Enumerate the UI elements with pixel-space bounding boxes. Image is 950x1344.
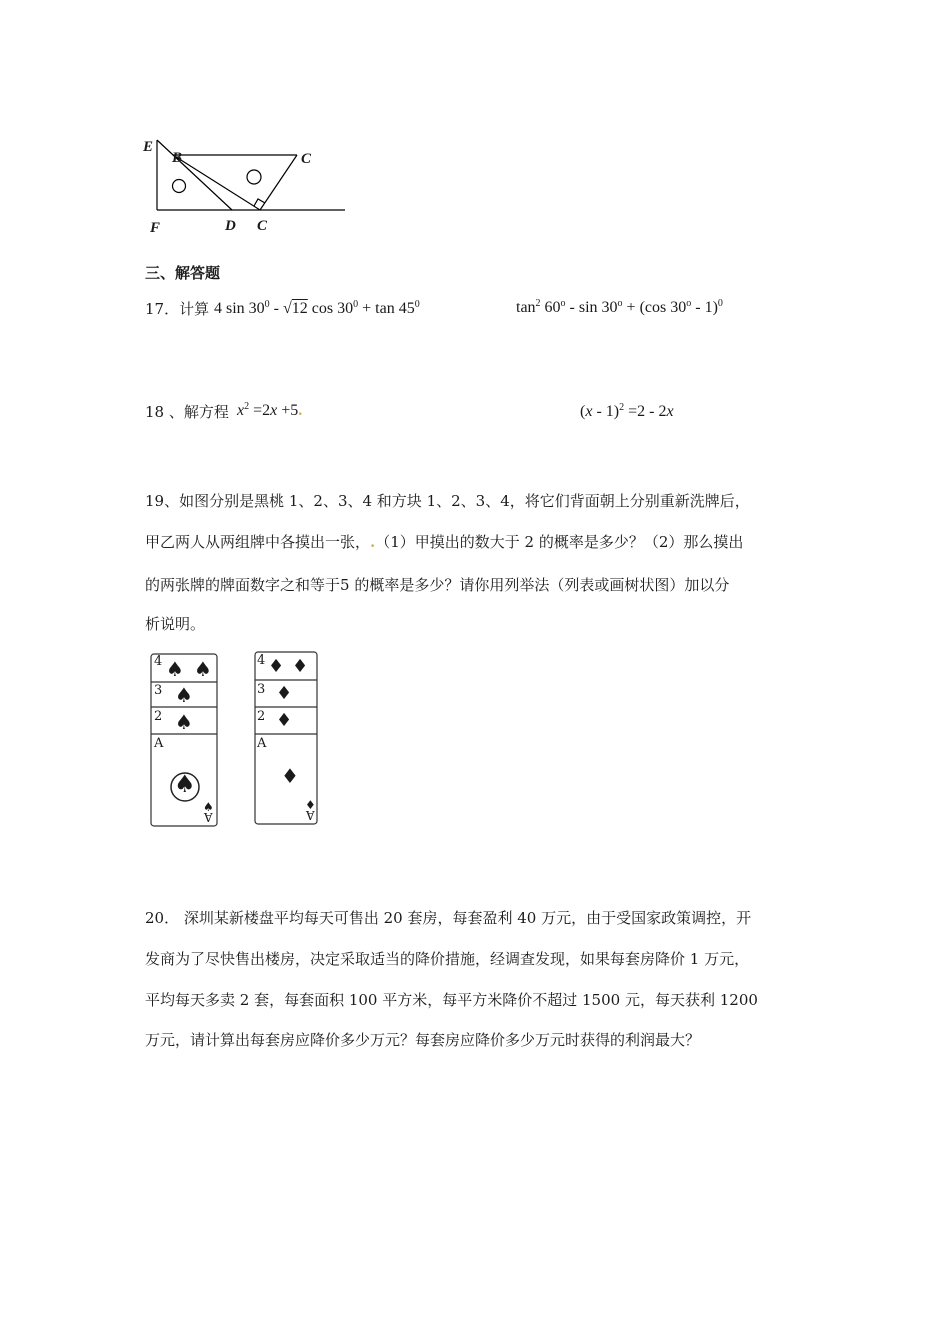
spade-rank-3: 3 (154, 683, 163, 698)
spade-rank-ace: A (154, 736, 164, 751)
q17e1-sin: sin (226, 300, 245, 317)
q20-line-3: 平均每天多卖 2 套，每套面积 100 平方米，每平方米降价不超过 1500 元，每天获利 1200 (145, 991, 758, 1009)
label-B: B (172, 150, 183, 166)
q17e1-exp0: 0 (264, 299, 270, 310)
spade-icon: ♠ (194, 657, 212, 681)
q17-number: 17．计算 (145, 300, 210, 318)
q19-line-2 (145, 531, 743, 553)
q17e2-minus2: - (695, 299, 701, 316)
spade-icon: ♠ (166, 657, 184, 681)
q17e1-cos: cos (311, 300, 334, 317)
spade-rank-2: 2 (154, 709, 163, 724)
q17e2-one: 1 (704, 299, 713, 316)
q18e1-x2: x (270, 402, 278, 419)
q17e1-exp0b: 0 (353, 299, 359, 310)
q17e1-deg45: 45 (398, 300, 415, 317)
q17e1-deg30: 30 (248, 300, 265, 317)
label-E: E (143, 139, 154, 155)
q17e2-cos: cos (644, 299, 667, 316)
q17e1-rad: 12 (291, 300, 308, 317)
spade-icon: ♠ (174, 770, 196, 798)
hole-right (247, 170, 261, 184)
q17e1-deg30b: 30 (337, 300, 354, 317)
q20-line-4: 万元，请计算出每套房应降价多少万元？每套房应降价多少万元时获得的利润最大？ (145, 1031, 701, 1049)
spade-rank-4: 4 (154, 654, 163, 669)
q18e1-x: x (237, 402, 245, 419)
spade-rank-ace: A (204, 810, 213, 824)
q17-expression-2 (516, 298, 723, 317)
label-C-bottom: C (257, 218, 268, 234)
section-heading: 三、解答题 (145, 264, 221, 282)
q17e1-tan: tan (375, 300, 395, 317)
sqrt-symbol: √ (283, 300, 292, 317)
q18e2-minus: - (596, 403, 602, 420)
q17e1-plus: + (362, 300, 372, 317)
q18e2-lp: ( (580, 403, 586, 420)
q18-number: 18 、解方程 (145, 403, 229, 421)
q18-equation-2 (580, 402, 674, 421)
diamond-icon: ♦ (305, 798, 316, 812)
diamond-rank-2: 2 (257, 709, 266, 724)
q20-line-1: 20． 深圳某新楼盘平均每天可售出 20 套房，每套盈利 40 万元，由于受国家政策调控，开 (145, 909, 752, 927)
decorative-dot: . (370, 533, 376, 551)
q17e1-exp0c: 0 (414, 299, 420, 310)
q18e1-rhs: =2 (253, 402, 271, 419)
q18e1-plus: + (281, 402, 291, 419)
spade-icon: ♠ (175, 683, 193, 707)
q19-line-3 (145, 574, 729, 596)
diamond-icon: ♦ (281, 764, 299, 788)
q19-line-2b: （1）甲摸出的数大于 2 的概率是多少？（2）那么摸出 (375, 533, 744, 551)
q19-line-3b: 5 的概率是多少？请你用列举法（列表或画树状图）加以分 (340, 576, 730, 594)
q18e2-rhs: =2 - 2 (628, 403, 667, 420)
diamond-rank-ace: A (257, 736, 267, 751)
diamond-icon: ♦ (292, 656, 309, 677)
q17e2-o1: o (560, 298, 566, 309)
q17e2-lp: ( (639, 299, 645, 316)
q18e2-x2: x (666, 403, 674, 420)
q18-equation-1 (237, 401, 302, 420)
q17e2-deg60: 60 (544, 299, 561, 316)
diamond-rank-4: 4 (257, 653, 266, 668)
q17e2-o3: o (686, 298, 692, 309)
diamond-rank-3: 3 (257, 682, 266, 697)
q18e2-x: x (585, 403, 593, 420)
q18e1-sq: 2 (244, 401, 250, 412)
q17e2-deg30: 30 (601, 299, 618, 316)
hole-left (173, 180, 186, 193)
q17e2-minus1: - (569, 299, 575, 316)
q18e2-one: 1) (605, 403, 620, 420)
edge-CC (260, 155, 297, 210)
q17e2-rp: ) (712, 299, 718, 316)
edge-BC2 (173, 155, 260, 210)
edge-ED (157, 140, 232, 210)
q17e2-sq: 2 (535, 298, 541, 309)
q18e2-sq: 2 (619, 402, 625, 413)
q17e2-plus: + (626, 299, 636, 316)
q17e1-a: 4 (214, 300, 222, 317)
diamond-icon: ♦ (276, 710, 293, 731)
diamond-icon: ♦ (268, 656, 285, 677)
spade-icon: ♠ (203, 800, 214, 814)
q20-line-2: 发商为了尽快售出楼房，决定采取适当的降价措施，经调查发现，如果每套房降价 1 万元， (145, 950, 750, 968)
q17e1-minus: - (273, 300, 279, 317)
label-F: F (150, 220, 161, 236)
spade-icon: ♠ (175, 710, 193, 734)
q17e2-tan: tan (516, 299, 536, 316)
diamond-cards (252, 650, 327, 828)
q17e2-exp0: 0 (717, 298, 723, 309)
decorative-dot: . (298, 402, 303, 419)
q19-line-1: 19、如图分别是黑桃 1、2、3、4 和方块 1、2、3、4，将它们背面朝上分别重新洗牌后， (145, 492, 750, 510)
q18e1-five: 5 (290, 402, 299, 419)
q17e2-sin: sin (578, 299, 598, 316)
q19-line-3a: 的两张牌的牌面数字之和等于 (145, 576, 341, 594)
q19-line-4: 析说明。 (145, 615, 206, 633)
diamond-rank-ace: A (306, 808, 315, 822)
q17e2-o2: o (617, 298, 623, 309)
label-D: D (225, 218, 236, 234)
q17-expression-1 (214, 299, 420, 318)
q19-line-2a: 甲乙两人从两组牌中各摸出一张， (145, 533, 371, 551)
diamond-icon: ♦ (276, 683, 293, 704)
geometry-figure (140, 128, 360, 243)
q17e2-deg30b: 30 (670, 299, 687, 316)
spade-cards (148, 652, 223, 830)
label-C-top: C (301, 151, 312, 167)
